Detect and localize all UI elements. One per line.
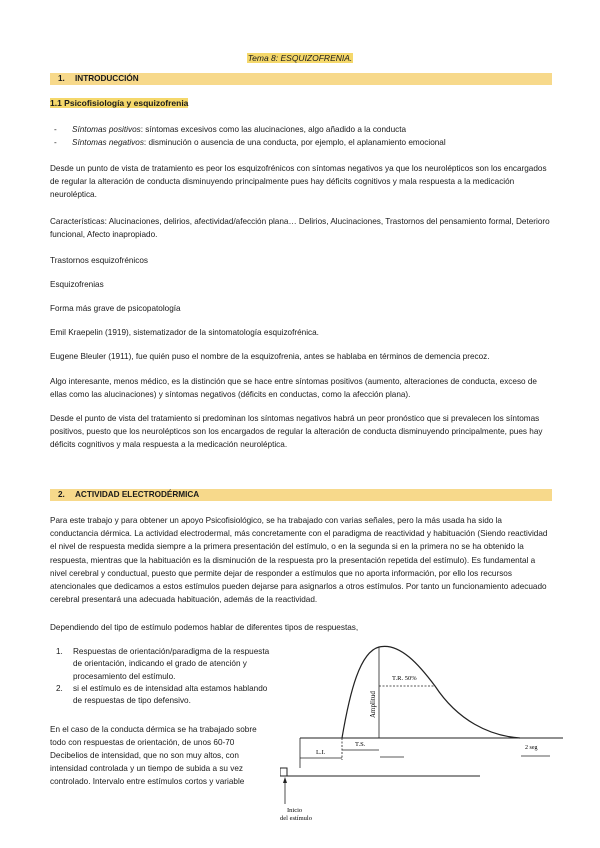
- section-label: ACTIVIDAD ELECTRODÉRMICA: [75, 490, 200, 499]
- paragraph-electrodermal: Para este trabajo y para obtener un apoyo Psicofisiológico, se ha trabajado con varias señales, pero la más usada ha sido la conductancia dérmica. La actividad electrodermal, más concretamente con el paradigma de reactividad y habituación (Siendo reactividad el nivel de respuesta medida siempre a la primera presentación del estímulo, o en la segunda si en la primera no se ha obtenido la respuesta, mientras que la habituación es la disminución de la respuesta pro la presentación repetida del estímulo). Es fundamental a nivel cerebral y conductual, puesto que permite dejar de responder a estímulos que no aporta información, por ello los recursos atencionales que dedicamos a estos estímulos pueden dejarse para asignarlos a otros estímulos. Por tanto un funcionamiento adecuado cerebral presentará una adecuada habituación, además de la reactividad.: [50, 516, 548, 605]
- paragraph-treatment: Desde un punto de vista de tratamiento es peor los esquizofrénicos con síntomas negativos ya que los neurolépticos son los encargados de regular la alteración de conducta disminuyendo principalmente pues hay déficits cognitivos y mala respuesta a la medicación neuroléptica.: [50, 164, 547, 200]
- onset-label-line1: Inicio: [287, 807, 303, 814]
- bullet-negative-symptoms: Síntomas negativos: disminución o ausencia de una conducta, por ejemplo, el aplanamiento emocional: [72, 138, 446, 147]
- numbered-item-orientation: Respuestas de orientación/paradigma de la respuesta de orientación, indicando el grado de atención y procesamiento del estímulo.: [73, 647, 270, 681]
- onset-label-line2: del estímulo: [280, 815, 312, 822]
- paragraph-prognosis: Desde el punto de vista del tratamiento si predominan los síntomas negativos habrá un peor pronóstico que si prevalecen los síntomas positivos, puesto que los neurolépticos son los encargados de regular la alteración de conducta disminuyendo principalmente, pues hay déficits cognitivos y mala respuesta a la medicación neuroléptica.: [50, 414, 543, 450]
- section-number: 1.: [58, 74, 65, 83]
- half-recovery-label: T.R. 50%: [392, 675, 417, 682]
- document-title: Tema 8: ESQUIZOFRENIA.: [247, 53, 353, 63]
- paragraph-distinction: Algo interesante, menos médico, es la distinción que se hace entre síntomas positivos (aumento, alteraciones de conducta, exceso de ellas como las alucinaciones) y síntomas negativos (déficits en conductas, como la afección plana).: [50, 377, 537, 400]
- rise-time-label: T.S.: [355, 741, 366, 748]
- bullet-dash: -: [54, 125, 57, 134]
- numbered-item-defensive: si el estímulo es de intensidad alta estamos hablando de respuestas de tipo defensivo.: [73, 684, 268, 706]
- bullet-dash: -: [54, 138, 57, 147]
- line-trastornos: Trastornos esquizofrénicos: [50, 256, 148, 265]
- subsection-heading: 1.1 Psicofisiología y esquizofrenia: [50, 98, 189, 108]
- line-forma: Forma más grave de psicopatología: [50, 304, 181, 313]
- paragraph-characteristics: Características: Alucinaciones, delirios, afectividad/afección plana… Delirios, Alucinaciones, Trastornos del pensamiento formal, Deterioro funcional, Afecto inapropiado.: [50, 217, 550, 240]
- latency-label: L.I.: [316, 749, 326, 756]
- bullet-positive-symptoms: Síntomas positivos: síntomas excesivos como las alucinaciones, algo añadido a la conducta: [72, 125, 407, 134]
- amplitude-label: Amplitud: [369, 691, 377, 718]
- paragraph-response-types: Dependiendo del tipo de estímulo podemos hablar de diferentes tipos de respuestas,: [50, 623, 359, 632]
- paragraph-dermal-conduct: En el caso de la conducta dérmica se ha trabajado sobre todo con respuestas de orientación, de unos 60-70 Decibelios de intensidad, que no son muy altos, con intensidad controlada y un tiempo de subida a su vez controlado. Intervalo entre estímulos cortos y variable: [50, 725, 257, 786]
- onset-arrowhead: [283, 777, 287, 783]
- electrodermal-response-figure: [280, 636, 570, 848]
- section-label: INTRODUCCIÓN: [75, 74, 139, 83]
- section-number: 2.: [58, 490, 65, 499]
- line-kraepelin: Emil Kraepelin (1919), sistematizador de la sintomatología esquizofrénica.: [50, 328, 319, 337]
- section-heading-introduccion: [50, 73, 552, 85]
- line-esquizofrenias: Esquizofrenias: [50, 280, 104, 289]
- scale-label: 2 seg: [525, 745, 538, 751]
- numbered-marker: 1.: [56, 647, 63, 656]
- line-bleuler: Eugene Bleuler (1911), fue quién puso el nombre de la esquizofrenia, antes se hablaba en términos de demencia precoz.: [50, 352, 490, 361]
- section-heading-electrodermica: [50, 489, 552, 501]
- numbered-marker: 2.: [56, 684, 63, 693]
- stimulus-pulse: [280, 768, 287, 776]
